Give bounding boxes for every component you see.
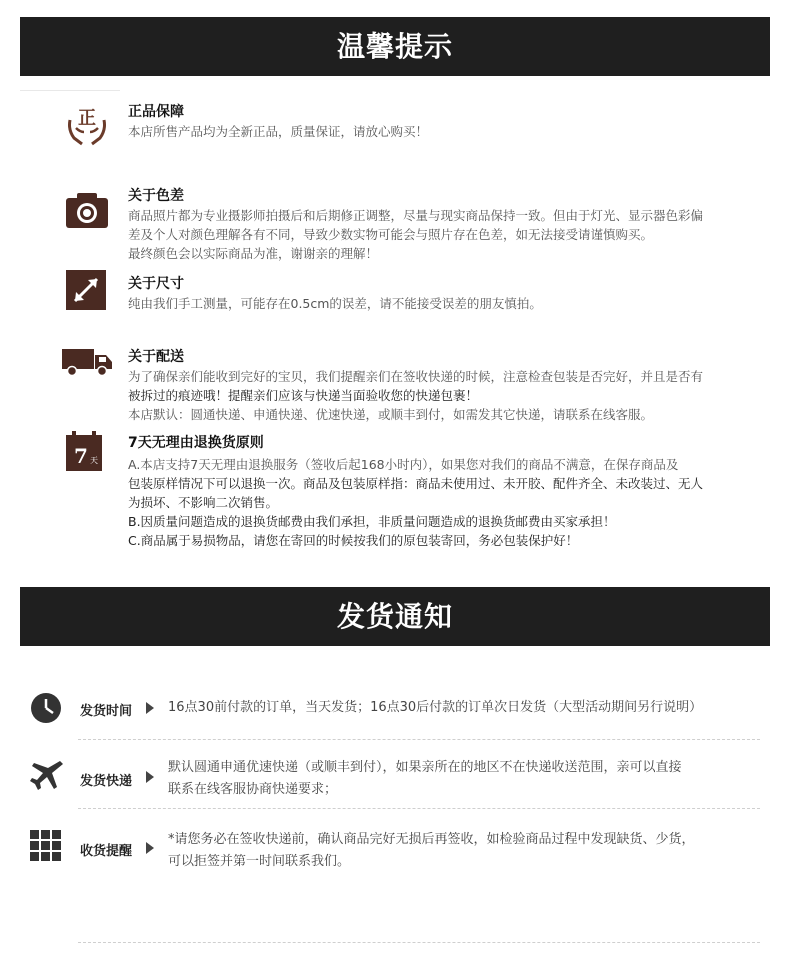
ship-label: 收货提醒 [80, 844, 133, 859]
svg-text:正: 正 [78, 108, 96, 129]
arrow-right-icon [146, 702, 154, 714]
svg-text:天: 天 [90, 456, 98, 465]
camera-icon [62, 188, 112, 232]
airplane-icon [30, 758, 64, 792]
ship-line: *请您务必在签收快递前，确认商品完好无损后再签收，如检验商品过程中发现缺货、少货， [168, 832, 695, 847]
ship-label: 发货快递 [80, 774, 133, 789]
clock-icon [30, 692, 64, 726]
tip-line: 差及个人对颜色理解各有不同，导致少数实物可能会与照片存在色差，如无法接受请谨慎购买。 [128, 227, 654, 242]
shipping-banner [20, 587, 770, 646]
arrow-right-icon [146, 842, 154, 854]
tip-line: 本店默认：圆通快递、申通快递、优速快递，或顺丰到付，如需发其它快递，请联系在线客服。 [128, 407, 654, 422]
tip-line: 为损坏、不影响二次销售。 [128, 495, 279, 510]
grid-icon [30, 830, 64, 864]
tip-line: 包装原样情况下可以退换一次。商品及包装原样指：商品未使用过、未开胶、配件齐全、未改装过、无人 [128, 476, 704, 491]
divider [78, 808, 760, 809]
divider [78, 942, 760, 943]
tip-title: 关于配送 [128, 349, 184, 365]
ship-line: 默认圆通申通优速快递（或顺丰到付），如果亲所在的地区不在快递收送范围，亲可以直接 [168, 760, 682, 775]
truck-icon [62, 347, 114, 391]
tip-title: 关于色差 [128, 188, 184, 204]
tip-line: C.商品属于易损物品，请您在寄回的时候按我们的原包装寄回，务必包装保护好！ [128, 533, 579, 548]
resize-arrow-icon [66, 270, 116, 314]
divider [20, 90, 120, 91]
tip-line: B.因质量问题造成的退换货邮费由我们承担，非质量问题造成的退换货邮费由买家承担！ [128, 514, 616, 529]
ship-label: 发货时间 [80, 704, 133, 719]
tips-banner-title: 温馨提示 [336, 30, 453, 63]
tip-line: A.本店支持7天无理由退换服务（签收后起168小时内），如果您对我们的商品不满意，在保存商品及 [128, 457, 679, 472]
genuine-hands-icon [62, 102, 112, 146]
tip-title: 关于尺寸 [128, 276, 184, 292]
tip-line: 本店所售产品均为全新正品，质量保证，请放心购买！ [128, 124, 429, 139]
tips-banner [20, 17, 770, 76]
tip-line: 商品照片都为专业摄影师拍摄后和后期修正调整，尽量与现实商品保持一致。但由于灯光、显示器色彩偏 [128, 208, 704, 223]
tip-line: 为了确保亲们能收到完好的宝贝，我们提醒亲们在签收快递的时候，注意检查包装是否完好，并且是否有 [128, 369, 704, 384]
ship-line: 16点30前付款的订单，当天发货；16点30后付款的订单次日发货（大型活动期间另行说明） [168, 700, 703, 715]
seven-day-calendar-icon [66, 431, 116, 475]
tip-title: 7天无理由退换货原则 [128, 435, 264, 451]
ship-line: 可以拒签并第一时间联系我们。 [168, 854, 351, 869]
svg-text:7: 7 [74, 444, 88, 468]
tip-title: 正品保障 [128, 104, 184, 120]
tip-line: 被拆过的痕迹哦！提醒亲们应该与快递当面验收您的快递包裹！ [128, 388, 479, 403]
arrow-right-icon [146, 771, 154, 783]
tip-line: 纯由我们手工测量，可能存在0.5cm的误差，请不能接受误差的朋友慎拍。 [128, 296, 542, 311]
ship-line: 联系在线客服协商快递要求； [168, 782, 338, 797]
tip-line: 最终颜色会以实际商品为准，谢谢亲的理解！ [128, 246, 379, 261]
shipping-banner-title: 发货通知 [336, 600, 453, 633]
divider [78, 739, 760, 740]
